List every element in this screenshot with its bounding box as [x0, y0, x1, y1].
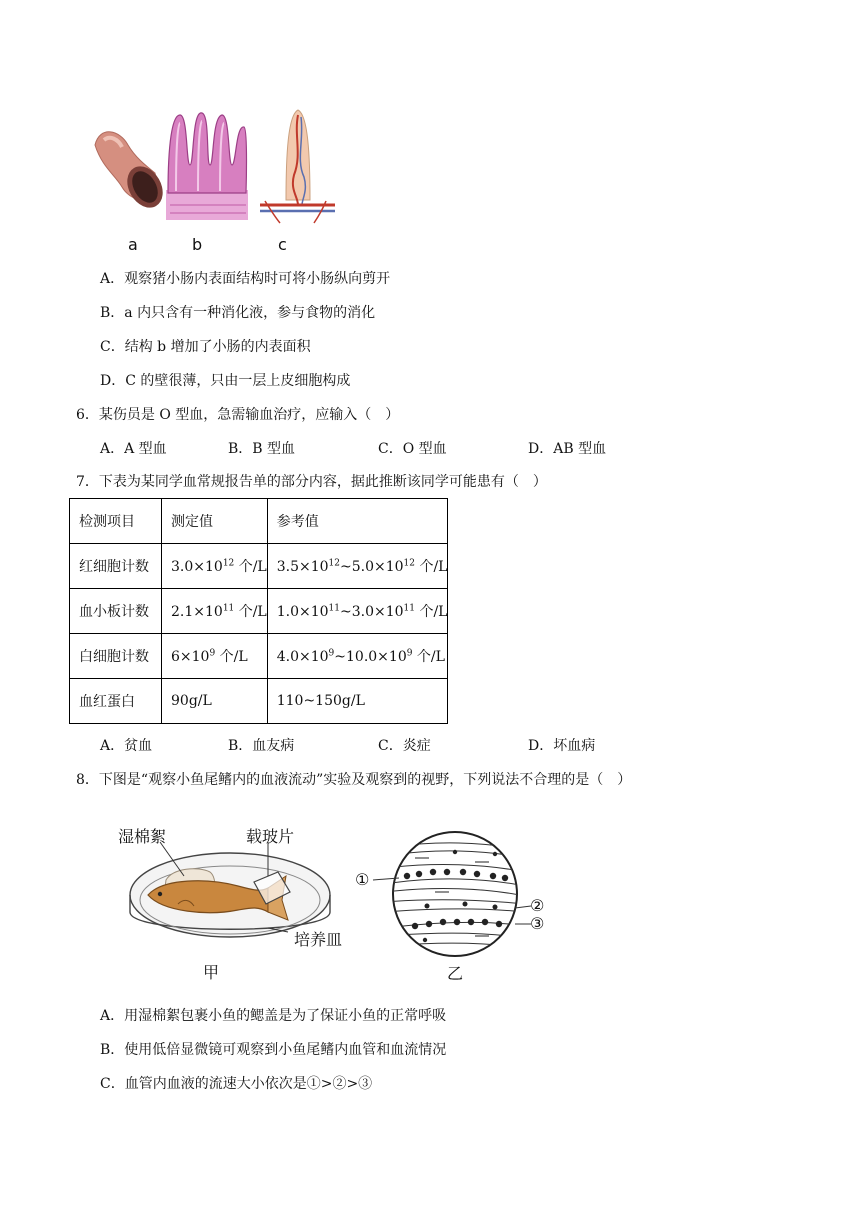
- q5-option-c: C．结构 b 增加了小肠的内表面积: [100, 339, 311, 355]
- q6-option-d: D．AB 型血: [528, 441, 607, 457]
- q5-option-b: B．a 内只含有一种消化液，参与食物的消化: [100, 305, 376, 321]
- figure-label-c: c: [278, 235, 287, 254]
- q6-option-c: C．O 型血: [378, 441, 447, 457]
- blood-test-table: [69, 498, 448, 724]
- caption-jia: 甲: [203, 963, 220, 982]
- fish-experiment-figure: [118, 820, 358, 985]
- cell-measured: $6\times 10^9$ 个/L: [162, 634, 268, 679]
- q6-option-a: A．A 型血: [100, 441, 167, 457]
- table-row: [70, 634, 448, 679]
- header-reference: 参考值: [267, 499, 448, 544]
- vessel-marker-1: ①: [355, 870, 370, 889]
- q6-stem: 6．某伤员是 O 型血，急需输血治疗，应输入（ ）: [76, 407, 400, 423]
- q8-stem: 8．下图是“观察小鱼尾鳍内的血液流动”实验及观察到的视野，下列说法不合理的是（ ）: [76, 772, 632, 788]
- q7-option-a: A．贫血: [100, 738, 153, 754]
- blood-vessel-view: [355, 828, 550, 963]
- intestine-tube-image: [95, 132, 170, 214]
- q5-option-a: A．观察猪小肠内表面结构时可将小肠纵向剪开: [100, 271, 391, 287]
- vessel-marker-2: ②: [530, 896, 545, 915]
- q8-option-a: A．用湿棉絮包裹小鱼的鳃盖是为了保证小鱼的正常呼吸: [100, 1008, 447, 1024]
- cell-measured: 90g/L: [162, 679, 268, 724]
- cell-reference: $3.5\times 10^{12}\sim 5.0\times 10^{12}$ 个/L: [267, 544, 448, 589]
- intestine-figure: [90, 105, 340, 260]
- table-row: [70, 589, 448, 634]
- villi-tissue-image: [166, 113, 248, 220]
- header-item: 检测项目: [70, 499, 162, 544]
- caption-yi: 乙: [447, 964, 464, 983]
- figure-label-a: a: [128, 235, 138, 254]
- villus-vessel-image: [260, 110, 335, 223]
- q8-option-c: C．血管内血液的流速大小依次是①>②>③: [100, 1076, 373, 1092]
- cell-item: 白细胞计数: [70, 634, 162, 679]
- table-row: [70, 679, 448, 724]
- q7-option-c: C．炎症: [378, 738, 431, 754]
- figure-label-b: b: [192, 235, 203, 254]
- label-wet-cotton: 湿棉絮: [118, 827, 167, 846]
- q8-option-b: B．使用低倍显微镜可观察到小鱼尾鳍内血管和血流情况: [100, 1042, 447, 1058]
- cell-item: 红细胞计数: [70, 544, 162, 589]
- q6-option-b: B．B 型血: [228, 441, 296, 457]
- q7-option-d: D．坏血病: [528, 738, 596, 754]
- table-row: [70, 544, 448, 589]
- vessel-marker-3: ③: [530, 914, 545, 933]
- cell-reference: $4.0\times 10^9\sim 10.0\times 10^9$ 个/L: [267, 634, 448, 679]
- header-measured: 测定值: [162, 499, 268, 544]
- table-header-row: [70, 499, 448, 544]
- cell-item: 血红蛋白: [70, 679, 162, 724]
- label-petri-dish: 培养皿: [294, 930, 343, 949]
- cell-reference: 110~150g/L: [267, 679, 448, 724]
- q7-option-b: B．血友病: [228, 738, 295, 754]
- q7-stem: 7．下表为某同学血常规报告单的部分内容，据此推断该同学可能患有（ ）: [76, 474, 547, 490]
- cell-reference: $1.0\times 10^{11}\sim 3.0\times 10^{11}$ 个/L: [267, 589, 448, 634]
- microscope-view-figure: [355, 828, 550, 988]
- cell-measured: $2.1\times 10^{11}$ 个/L: [162, 589, 268, 634]
- label-glass-slide: 载玻片: [246, 827, 295, 846]
- intestine-illustration: [90, 105, 340, 225]
- cell-item: 血小板计数: [70, 589, 162, 634]
- q5-option-d: D．C 的壁很薄，只由一层上皮细胞构成: [100, 373, 351, 389]
- cell-measured: $3.0\times 10^{12}$ 个/L: [162, 544, 268, 589]
